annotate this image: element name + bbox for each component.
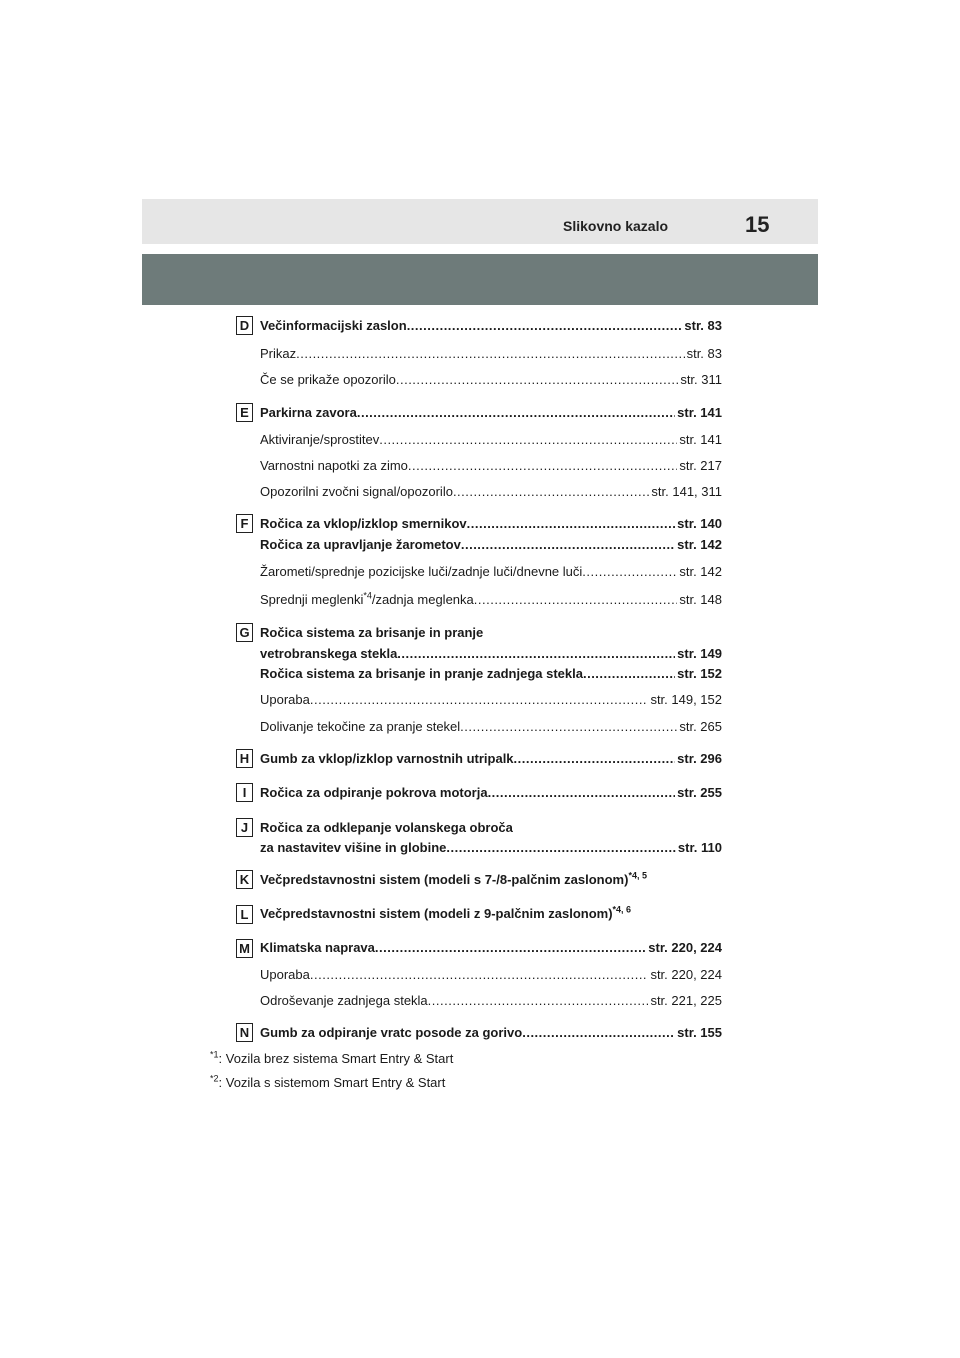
entry-page: str. 155 <box>677 1025 722 1040</box>
index-entry[interactable] <box>260 940 722 956</box>
section-letter-j: J <box>236 818 253 837</box>
entry-text: Gumb za odpiranje vratc posode za gorivo <box>260 1025 523 1040</box>
entry-page: str. 149, 152 <box>650 692 722 707</box>
index-entry[interactable] <box>260 346 722 362</box>
entry-text[interactable] <box>260 872 647 888</box>
section-letter-e: E <box>236 403 253 422</box>
section-letter-k: K <box>236 870 253 889</box>
entry-text: vetrobranskega stekla <box>260 646 398 661</box>
entry-text[interactable] <box>260 906 631 922</box>
entry-text: Varnostni napotki za zimo <box>260 458 408 473</box>
index-entry[interactable] <box>260 751 722 767</box>
entry-page: str. 83 <box>684 318 722 333</box>
index-entry[interactable] <box>260 405 722 421</box>
entry-page: str. 220, 224 <box>650 967 722 982</box>
entry-text: Ročica za upravljanje žarometov <box>260 537 461 552</box>
entry-text: Klimatska naprava <box>260 940 375 955</box>
index-entry[interactable] <box>260 993 722 1009</box>
footnote-text: : Vozila brez sistema Smart Entry & Start <box>218 1051 454 1066</box>
section-letter-f: F <box>236 514 253 533</box>
section-letter-l: L <box>236 905 253 924</box>
footnote-ref: *4, 6 <box>612 904 632 915</box>
entry-page: str. 110 <box>677 840 722 855</box>
entry-page: str. 148 <box>679 592 722 607</box>
header-band <box>142 199 818 244</box>
entry-page: str. 140 <box>677 516 722 531</box>
page-number: 15 <box>745 212 770 237</box>
index-entry[interactable] <box>260 785 722 801</box>
entry-text: Opozorilni zvočni signal/opozorilo <box>260 484 453 499</box>
entry-text: Ročica za vklop/izklop smernikov <box>260 516 467 531</box>
entry-text: Uporaba <box>260 967 310 982</box>
entry-page: str. 221, 225 <box>650 993 722 1008</box>
entry-text-part: Večpredstavnostni sistem (modeli z 9-palčnim zaslonom) <box>260 906 613 921</box>
entry-text: Uporaba <box>260 692 310 707</box>
section-letter-g: G <box>236 623 253 642</box>
section-letter-h: H <box>236 749 253 768</box>
index-entry[interactable] <box>260 840 722 856</box>
entry-page: str. 149 <box>677 646 722 661</box>
section-letter-d: D <box>236 316 253 335</box>
entry-text: Prikaz <box>260 346 297 361</box>
header-section-title: Slikovno kazalo <box>563 218 669 234</box>
entry-text[interactable]: Ročica za odklepanje volanskega obroča <box>260 820 513 835</box>
footnote-ref: *4 <box>363 590 372 601</box>
entry-text-part: Večpredstavnostni sistem (modeli s 7-/8-palčnim zaslonom) <box>260 872 629 887</box>
entry-page: str. 220, 224 <box>648 940 722 955</box>
entry-page: str. 311 <box>680 372 722 387</box>
entry-page: str. 217 <box>679 458 722 473</box>
entry-page: str. 141 <box>677 405 722 420</box>
entry-text: za nastavitev višine in globine <box>260 840 447 855</box>
entry-text: Dolivanje tekočine za pranje stekel <box>260 719 461 734</box>
entry-text[interactable]: Ročica sistema za brisanje in pranje <box>260 625 484 640</box>
entry-page: str. 83 <box>686 346 722 361</box>
footnote <box>210 1051 453 1067</box>
index-entry[interactable] <box>260 564 722 580</box>
index-entry[interactable] <box>260 646 722 662</box>
footnote-ref: *4, 5 <box>628 870 647 881</box>
index-entry[interactable] <box>260 592 722 608</box>
footnote-text: : Vozila s sistemom Smart Entry & Start <box>218 1075 446 1090</box>
entry-text: Odroševanje zadnjega stekla <box>260 993 428 1008</box>
entry-page: str. 141 <box>679 432 722 447</box>
entry-text-part: /zadnja meglenka <box>371 592 474 607</box>
header-dark-band <box>142 254 818 305</box>
entry-text: Aktiviranje/sprostitev <box>260 432 380 447</box>
index-entry[interactable] <box>260 484 722 500</box>
entry-page: str. 296 <box>677 751 722 766</box>
section-letter-n: N <box>236 1023 253 1042</box>
index-entry[interactable] <box>260 719 722 735</box>
index-entry[interactable] <box>260 372 722 388</box>
entry-text: Če se prikaže opozorilo <box>260 372 396 387</box>
footnote-mark: *1 <box>210 1049 219 1060</box>
index-entry[interactable] <box>260 318 722 334</box>
entry-text-part: Sprednji meglenki <box>260 592 364 607</box>
index-entry[interactable] <box>260 516 722 532</box>
index-entry[interactable] <box>260 1025 722 1041</box>
entry-text: Parkirna zavora <box>260 405 357 420</box>
entry-text: Žarometi/sprednje pozicijske luči/zadnje luči/dnevne luči <box>260 564 583 579</box>
entry-text: Ročica za odpiranje pokrova motorja <box>260 785 488 800</box>
entry-page: str. 142 <box>677 537 722 552</box>
entry-page: str. 265 <box>679 719 722 734</box>
index-entry[interactable] <box>260 967 722 983</box>
footnote-mark: *2 <box>210 1073 219 1084</box>
entry-text <box>260 592 474 608</box>
index-entry[interactable] <box>260 432 722 448</box>
entry-text: Gumb za vklop/izklop varnostnih utripalk <box>260 751 514 766</box>
entry-page: str. 152 <box>677 666 722 681</box>
section-letter-m: M <box>236 939 253 958</box>
index-entry[interactable] <box>260 458 722 474</box>
index-entry[interactable] <box>260 537 722 553</box>
index-entry[interactable] <box>260 692 722 708</box>
entry-text: Večinformacijski zaslon <box>260 318 407 333</box>
index-entry[interactable] <box>260 666 722 682</box>
section-letter-i: I <box>236 783 253 802</box>
entry-text: Ročica sistema za brisanje in pranje zadnjega stekla <box>260 666 583 681</box>
entry-page: str. 141, 311 <box>651 484 722 499</box>
entry-page: str. 255 <box>677 785 722 800</box>
footnote <box>210 1075 445 1091</box>
entry-page: str. 142 <box>679 564 722 579</box>
